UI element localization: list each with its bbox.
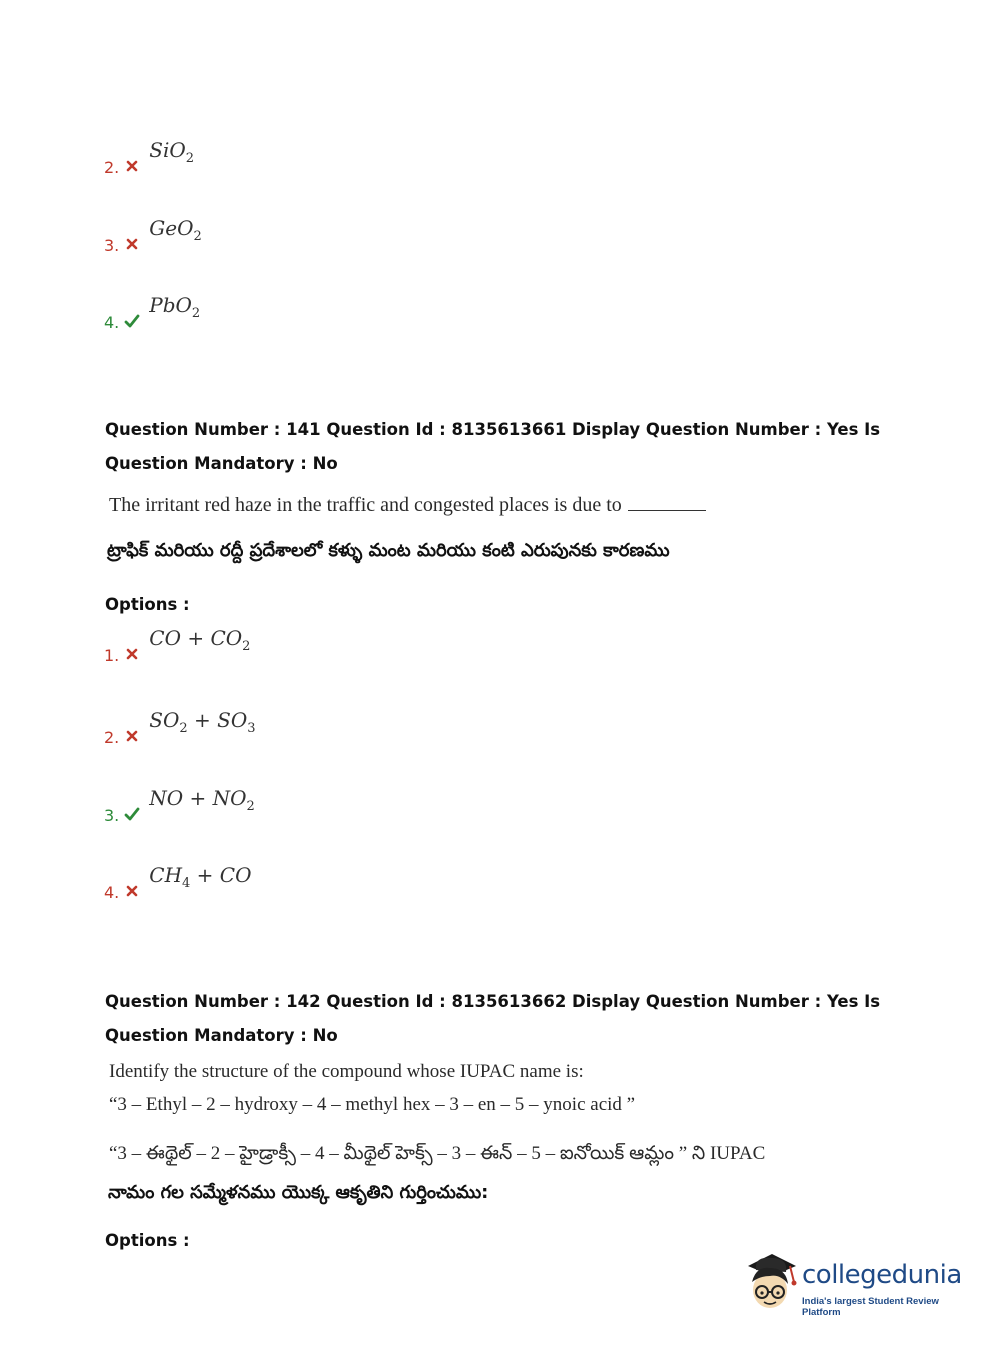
option-141-4 (104, 863, 251, 902)
option-number: 4. (104, 313, 120, 332)
question-text-english-line1: Identify the structure of the compound whose IUPAC name is: (109, 1061, 584, 1082)
cross-icon (123, 645, 141, 663)
question-header: Question Number : 141 Question Id : 8135613661 Display Question Number : Yes Is Question Mandatory : No (105, 420, 881, 473)
cross-icon (123, 157, 141, 175)
question-text-english: The irritant red haze in the traffic and congested places is due to (109, 492, 706, 517)
question-text-telugu-line2: నామం గల సమ్మేళనము యొక్క ఆకృతిని గుర్తించుము: (108, 1182, 489, 1203)
option-formula: CO + $CO_2$ (149, 626, 251, 654)
option-141-1 (104, 626, 250, 665)
check-icon (123, 312, 141, 330)
question-text-telugu: ట్రాఫిక్ మరియు రద్దీ ప్రదేశాలలో కళ్ళు మంట మరియు కంటి ఎరుపునకు కారణము (107, 540, 670, 561)
options-label: Options : (105, 1231, 190, 1250)
question-text-english-line2: “3 – Ethyl – 2 – hydroxy – 4 – methyl hex – 3 – en – 5 – ynoic acid ” (109, 1094, 636, 1115)
check-icon (123, 805, 141, 823)
option-formula: $SO_2 + SO_3$ (149, 708, 256, 736)
option-formula: PbO$_2$ (149, 293, 201, 321)
question-header: Question Number : 142 Question Id : 8135613662 Display Question Number : Yes Is Question Mandatory : No (105, 992, 881, 1045)
answer-blank (628, 492, 706, 511)
option-number: 4. (104, 883, 120, 902)
collegedunia-logo (742, 1248, 972, 1318)
option-number: 1. (104, 646, 120, 665)
option-number: 2. (104, 728, 120, 747)
option-prev-2 (104, 138, 194, 177)
option-formula: $CH_4$ + CO (149, 863, 252, 891)
option-formula: GeO$_2$ (149, 216, 202, 244)
option-141-2 (104, 708, 256, 747)
logo-name: collegedunia (802, 1260, 962, 1290)
option-141-3 (104, 786, 255, 825)
option-formula: SiO$_2$ (149, 138, 195, 166)
question-text-telugu-line1: “3 – ఈథైల్ – 2 – హైడ్రాక్సీ – 4 – మీథైల్ హెక్స్ – 3 – ఈన్ – 5 – ఐనోయిక్ ఆమ్లం ” ని IUPAC (109, 1143, 766, 1164)
option-number: 3. (104, 236, 120, 255)
logo-tagline: India's largest Student Review Platform (802, 1296, 939, 1318)
option-number: 3. (104, 806, 120, 825)
cross-icon (123, 235, 141, 253)
cross-icon (123, 727, 141, 745)
option-prev-4 (104, 293, 200, 332)
option-prev-3 (104, 216, 202, 255)
option-formula: NO + $NO_2$ (149, 786, 255, 814)
cross-icon (123, 882, 141, 900)
option-number: 2. (104, 158, 120, 177)
options-label: Options : (105, 595, 190, 614)
mascot-icon (742, 1248, 800, 1318)
